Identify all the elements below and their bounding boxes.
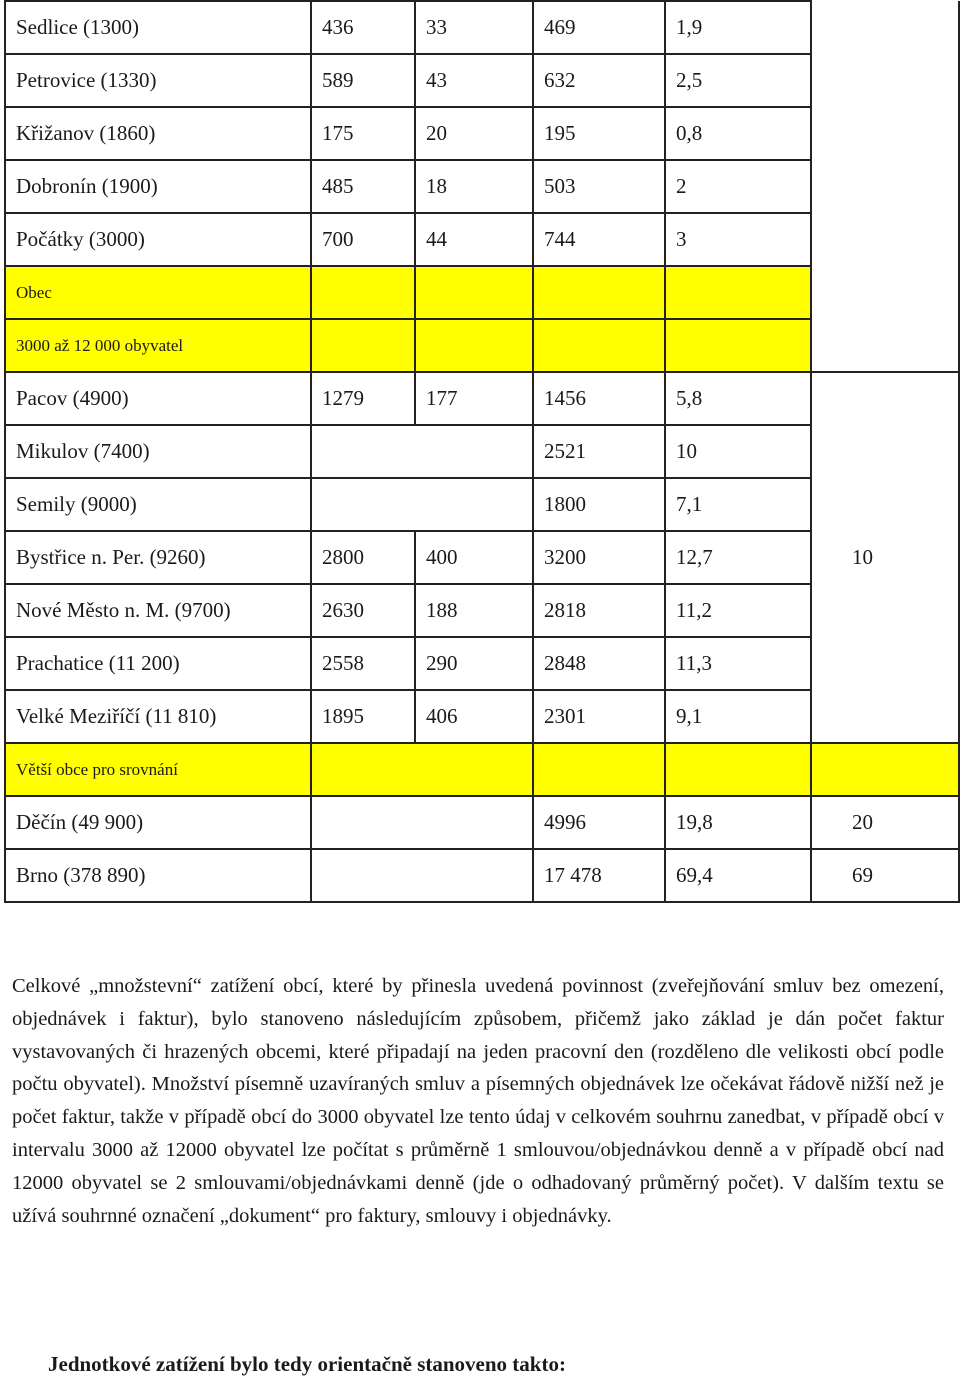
table-cell: 2800 (311, 531, 415, 584)
table-cell: 1895 (311, 690, 415, 743)
table-cell: 44 (415, 213, 533, 266)
table-cell: Děčín (49 900) (5, 796, 311, 849)
table-cell: 12,7 (665, 531, 811, 584)
group-merged-value: 10 (811, 372, 959, 743)
table-cell: Semily (9000) (5, 478, 311, 531)
group-header-row (5, 319, 959, 372)
table-cell: 503 (533, 160, 665, 213)
table-cell: 2848 (533, 637, 665, 690)
empty-cell (665, 319, 811, 372)
empty-cell (533, 743, 665, 796)
table-cell: 400 (415, 531, 533, 584)
table-cell: 188 (415, 584, 533, 637)
group-header-label: 3000 až 12 000 obyvatel (5, 319, 311, 372)
table-cell: Pacov (4900) (5, 372, 311, 425)
table-cell: 177 (415, 372, 533, 425)
table-cell: 290 (415, 637, 533, 690)
table-cell: 11,2 (665, 584, 811, 637)
table-cell: 175 (311, 107, 415, 160)
table-row (5, 1, 959, 54)
table-cell: 4996 (533, 796, 665, 849)
table-cell: 2818 (533, 584, 665, 637)
empty-cell (665, 266, 811, 319)
table-row (5, 160, 959, 213)
table-cell: 9,1 (665, 690, 811, 743)
empty-cell (811, 160, 959, 213)
table-cell: 69,4 (665, 849, 811, 902)
table-cell: 2 (665, 160, 811, 213)
empty-cell (533, 319, 665, 372)
municipality-table (4, 0, 960, 903)
table-cell: 195 (533, 107, 665, 160)
table-row (5, 107, 959, 160)
table-cell: 1,9 (665, 1, 811, 54)
table-cell: 436 (311, 1, 415, 54)
table-row (5, 372, 959, 425)
table-cell: 3 (665, 213, 811, 266)
empty-cell (811, 107, 959, 160)
group-header-label: Větší obce pro srovnání (5, 743, 311, 796)
table-cell: 1456 (533, 372, 665, 425)
empty-cell (311, 849, 533, 902)
empty-cell (665, 743, 811, 796)
table-cell: 700 (311, 213, 415, 266)
empty-cell (811, 213, 959, 266)
table-cell: 1279 (311, 372, 415, 425)
table-cell: 5,8 (665, 372, 811, 425)
empty-cell (311, 796, 533, 849)
empty-cell (811, 743, 959, 796)
table-cell: Dobronín (1900) (5, 160, 311, 213)
table-cell: Prachatice (11 200) (5, 637, 311, 690)
table-cell: 69 (811, 849, 959, 902)
table-cell: 11,3 (665, 637, 811, 690)
table-cell: 3200 (533, 531, 665, 584)
group-header-row (5, 743, 959, 796)
empty-cell (811, 319, 959, 372)
table-cell: 2521 (533, 425, 665, 478)
table-row (5, 54, 959, 107)
table-cell: 2630 (311, 584, 415, 637)
table-cell: Velké Meziříčí (11 810) (5, 690, 311, 743)
empty-cell (533, 266, 665, 319)
table-cell: 2301 (533, 690, 665, 743)
table-cell: 485 (311, 160, 415, 213)
empty-cell (311, 743, 533, 796)
table-cell: 589 (311, 54, 415, 107)
table-cell: Bystřice n. Per. (9260) (5, 531, 311, 584)
table-cell: 2,5 (665, 54, 811, 107)
empty-cell (311, 425, 533, 478)
table-row (5, 796, 959, 849)
table-cell: 2558 (311, 637, 415, 690)
empty-cell (311, 319, 415, 372)
table-cell: 7,1 (665, 478, 811, 531)
table-cell: 0,8 (665, 107, 811, 160)
table-cell: Mikulov (7400) (5, 425, 311, 478)
empty-cell (811, 266, 959, 319)
table-cell: 469 (533, 1, 665, 54)
table-cell: 10 (665, 425, 811, 478)
table-cell: Sedlice (1300) (5, 1, 311, 54)
table-cell: Brno (378 890) (5, 849, 311, 902)
empty-cell (811, 1, 959, 54)
empty-cell (811, 54, 959, 107)
table-cell: Křižanov (1860) (5, 107, 311, 160)
table-row (5, 213, 959, 266)
section-heading: Jednotkové zatížení bylo tedy orientačně stanoveno takto: (48, 1352, 566, 1376)
table-cell: 19,8 (665, 796, 811, 849)
table-cell: Počátky (3000) (5, 213, 311, 266)
table-cell: 744 (533, 213, 665, 266)
table-cell: Petrovice (1330) (5, 54, 311, 107)
table-cell: 1800 (533, 478, 665, 531)
table-cell: Nové Město n. M. (9700) (5, 584, 311, 637)
table-row (5, 849, 959, 902)
empty-cell (415, 319, 533, 372)
table-cell: 20 (811, 796, 959, 849)
table-cell: 43 (415, 54, 533, 107)
table-cell: 17 478 (533, 849, 665, 902)
table-cell: 18 (415, 160, 533, 213)
group-header-row (5, 266, 959, 319)
group-header-label: Obec (5, 266, 311, 319)
empty-cell (415, 266, 533, 319)
empty-cell (311, 478, 533, 531)
empty-cell (311, 266, 415, 319)
table-cell: 20 (415, 107, 533, 160)
table-cell: 632 (533, 54, 665, 107)
body-paragraph: Celkové „množstevní“ zatížení obcí, které by přinesla uvedená povinnost (zveřejňování smluv bez omezení, objednávek i faktur), bylo stanoveno následujícím způsobem, přičemž jako základ je dán počet faktur vystavovaných či hrazených obcemi, které připadají na jeden pracovní den (rozděleno dle velikosti obcí podle počtu obyvatel). Množství písemně uzavíraných smluv a písemných objednávek lze očekávat řádově nižší než je počet faktur, takže v případě obcí do 3000 obyvatel lze tento údaj v celkovém souhrnu zanedbat, v případě obcí v intervalu 3000 až 12000 obyvatel lze počítat s průměrně 1 smlouvou/objednávkou denně a v případě obcí nad 12000 obyvatel se 2 smlouvami/objednávkami denně (jde o odhadovaný průměrný počet). V dalším textu se užívá souhrnné označení „dokument“ pro faktury, smlouvy i objednávky. (12, 975, 944, 1227)
table-cell: 406 (415, 690, 533, 743)
table-cell: 33 (415, 1, 533, 54)
